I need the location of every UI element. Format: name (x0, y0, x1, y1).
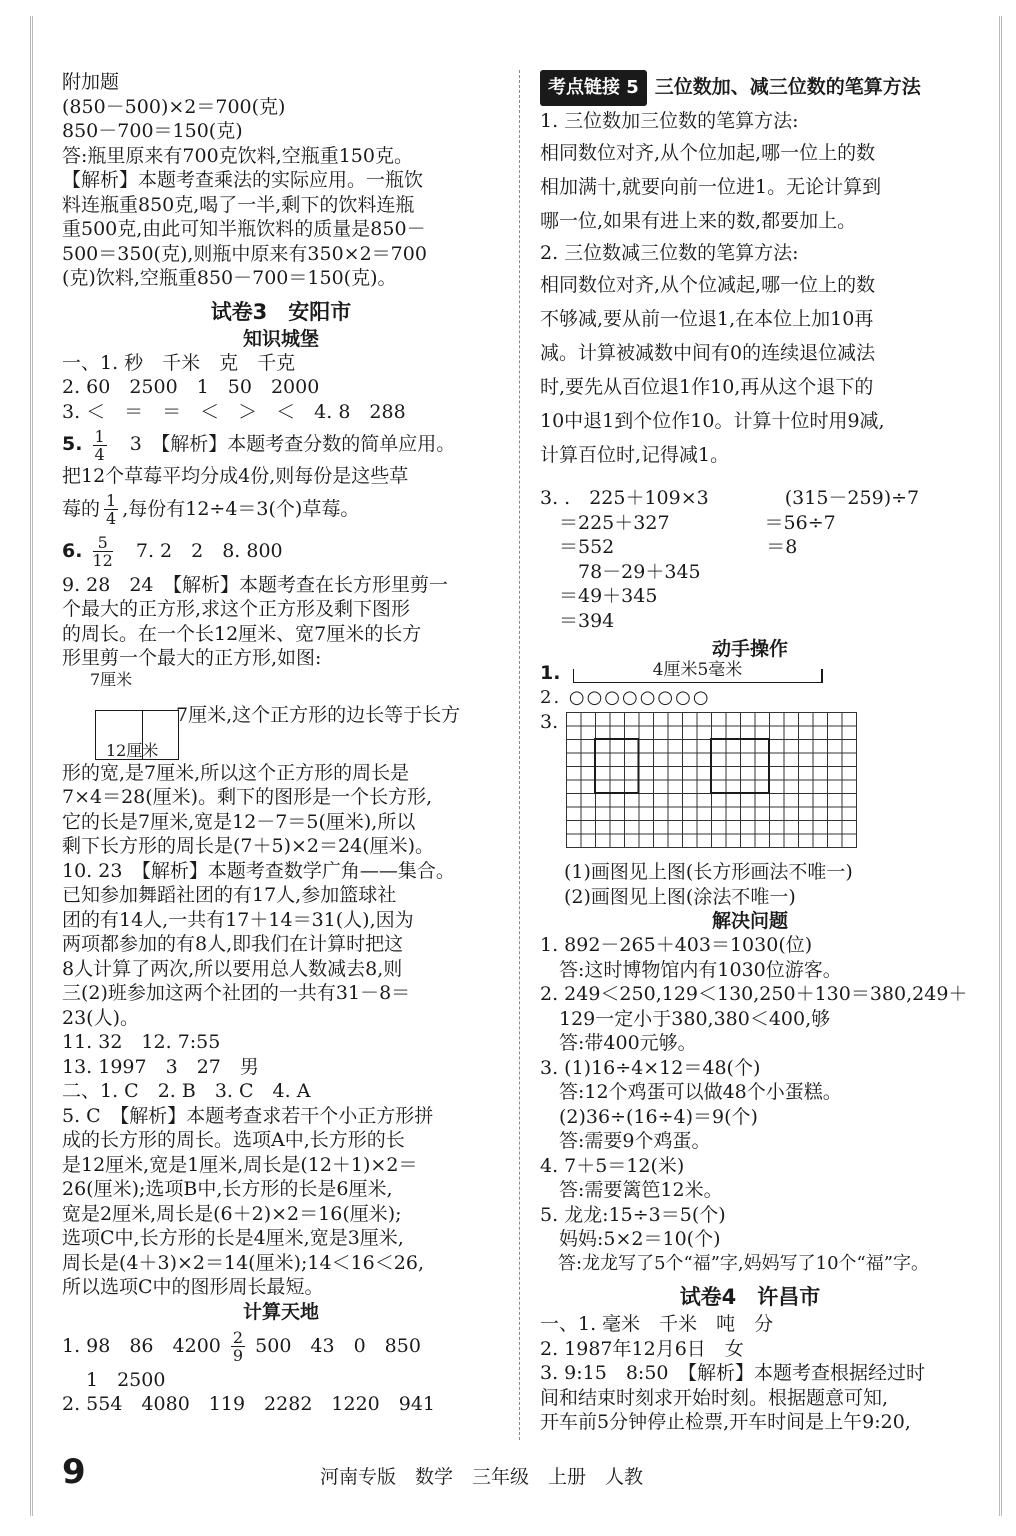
answer-line: 两项都参加的有8人,即我们在计算时把这 (62, 933, 404, 955)
answer-line: 宽是2厘米,周长是(6＋2)×2＝16(厘米); (62, 1202, 402, 1225)
answer-line: 间和结束时刻求开始时刻。根据题意可知, (540, 1386, 889, 1409)
answer-line: 形的宽,是7厘米,所以这个正方形的周长是 (62, 761, 410, 784)
numerator: 2 (232, 1328, 244, 1347)
method-line: 减。计算被减数中间有0的连续退位减法 (540, 342, 876, 364)
appendix-line: 850－700＝150(克) (62, 120, 243, 142)
method-line: 1. 三位数加三位数的笔算方法: (540, 110, 799, 132)
fraction (93, 428, 107, 463)
answer-line: 1 2500 (86, 1368, 166, 1391)
section-heading: 计算天地 (242, 1300, 319, 1323)
answer-line: 10. 23 【解析】本题考查数学广角——集合。 (62, 859, 455, 882)
numerator: 5 (93, 534, 113, 552)
denominator: 9 (232, 1346, 244, 1365)
solve-line: 129一定小于380,380＜400,够 (540, 1007, 831, 1030)
answer-line: 团的有14人,一共有17＋14＝31(人),因为 (62, 908, 414, 931)
note-line: (1)画图见上图(长方形画法不唯一) (564, 861, 853, 883)
answer-line: 23(人)。 (62, 1006, 140, 1029)
section-heading: 知识城堡 (242, 327, 319, 350)
answer-line: 个最大的正方形,求这个正方形及剩下图形 (62, 598, 411, 620)
answer-line: 开车前5分钟停止检票,开车时间是上午9:20, (540, 1411, 911, 1433)
appendix-line: 料连瓶重850克,喝了一半,剩下的饮料连瓶 (62, 193, 415, 216)
appendix-line: 重500克,由此可知半瓶饮料的质量是850－ (62, 218, 426, 240)
solve-line: 答:这时博物馆内有1030位游客。 (540, 958, 842, 981)
footer-text: 河南专版 数学 三年级 上册 人教 (320, 1466, 644, 1488)
grid-drawing (566, 712, 857, 848)
page-number: 9 (62, 1452, 86, 1492)
link-badge: 考点链接 5 (540, 70, 647, 106)
numerator: 1 (94, 426, 105, 446)
figure-side-text: 7厘米,这个正方形的边长等于长方 (176, 703, 461, 726)
method-line: 2. 三位数减三位数的笔算方法: (540, 242, 799, 264)
answer-line: 26(厘米);选项B中,长方形的长是6厘米, (62, 1178, 393, 1200)
answer-text: 1. 98 86 4200 (62, 1334, 221, 1357)
method-line: 相加满十,就要向前一位进1。无论计算到 (540, 176, 882, 198)
question-number: 1. (540, 662, 561, 684)
answer-line: 11. 32 12. 7:55 (62, 1031, 221, 1053)
answer-line: 选项C中,长方形的长是4厘米,宽是3厘米, (62, 1227, 404, 1249)
appendix-title: 附加题 (62, 71, 120, 93)
answer-line: 3. 9:15 8:50 【解析】本题考查根据经过时 (540, 1362, 926, 1384)
fraction (231, 1329, 245, 1364)
ruler-line (540, 661, 960, 686)
appendix-line: (850－500)×2＝700(克) (62, 95, 286, 118)
answer-line: 三(2)班参加这两个社团的一共有31－8＝ (62, 982, 411, 1004)
method-line: 不够减,要从前一位退1,在本位上加10再 (540, 308, 874, 330)
answer-line: 一、1. 毫米 千米 吨 分 (540, 1313, 774, 1335)
calc-line: ＝49＋345 (540, 585, 658, 607)
solve-line: 3. (1)16÷4×12＝48(个) (540, 1056, 761, 1079)
answer-line: 剩下长方形的周长是(7＋5)×2＝24(厘米)。 (62, 835, 435, 857)
solve-line: 妈妈:5×2＝10(个) (540, 1228, 721, 1250)
answer-line: 二、1. C 2. B 3. C 4. A (62, 1080, 311, 1102)
link-header (540, 70, 960, 106)
method-line: 计算百位时,记得减1。 (540, 444, 730, 466)
denominator: 12 (92, 551, 113, 570)
answer-line: 形里剪一个最大的正方形,如图: (62, 647, 322, 669)
answer-text: 500 43 0 850 (255, 1334, 421, 1357)
method-line: 相同数位对齐,从个位减起,哪一位上的数 (540, 274, 876, 296)
fraction (93, 534, 113, 569)
calc-line: ＝552 ＝8 (540, 536, 798, 558)
solve-line: 答:12个鸡蛋可以做48个小蛋糕。 (540, 1081, 842, 1103)
solve-line: 答:需要9个鸡蛋。 (540, 1130, 711, 1152)
answer-line: 已知参加舞蹈社团的有17人,参加篮球社 (62, 884, 397, 906)
answer-line: 9. 28 24 【解析】本题考查在长方形里剪一 (62, 573, 449, 596)
column-divider (519, 70, 520, 1440)
section-heading: 解决问题 (711, 910, 788, 932)
paper-title: 试卷3 安阳市 (210, 299, 352, 324)
paper-title: 试卷4 许昌市 (679, 1285, 821, 1309)
drawn-rectangle (595, 739, 639, 793)
figure-label-bottom: 12厘米 (106, 740, 159, 760)
calc-line: 3. . 225＋109×3 (315－259)÷7 (540, 487, 920, 509)
method-line: 10中退1到个位作10。计算十位时用9减, (540, 410, 885, 432)
answer-line (62, 424, 500, 464)
answer-line: 5. C 【解析】本题考查求若干个小正方形拼 (62, 1104, 434, 1127)
drawn-square (711, 739, 769, 793)
method-line: 相同数位对齐,从个位加起,哪一位上的数 (540, 142, 876, 164)
answer-line: 2. 554 4080 119 2282 1220 941 (62, 1393, 436, 1415)
answer-line: 一、1. 秒 千米 克 千克 (62, 351, 296, 374)
note-line: (2)画图见上图(涂法不唯一) (564, 885, 796, 908)
solve-line: 2. 249＜250,129＜130,250＋130＝380,249＋ (540, 983, 968, 1005)
ruler-label: 4厘米5毫米 (652, 659, 743, 680)
answer-line (62, 1324, 500, 1368)
appendix-line: 【解析】本题考查乘法的实际应用。一瓶饮 (62, 169, 424, 191)
ruler-segment (573, 659, 823, 683)
answer-text: 7. 2 2 8. 800 (116, 539, 283, 562)
solve-line: (2)36÷(16÷4)＝9(个) (540, 1105, 758, 1128)
answer-line: 它的长是7厘米,宽是12－7＝5(厘米),所以 (62, 810, 416, 833)
answer-line: 3. ＜ ＝ ＝ ＜ ＞ ＜ 4. 8 288 (62, 400, 406, 423)
appendix-line: 500＝350(克),则瓶中原来有350×2＝700 (62, 242, 427, 265)
solve-line: 1. 892－265＋403＝1030(位) (540, 934, 813, 956)
grid-shapes (566, 712, 856, 847)
answer-line: 8人计算了两次,所以要用总人数减去8,则 (62, 957, 403, 980)
denominator: 4 (94, 444, 105, 464)
solve-line: 5. 龙龙:15÷3＝5(个) (540, 1203, 726, 1226)
answer-text: ,每份有12÷4＝3(个)草莓。 (122, 497, 360, 520)
method-line: 时,要先从百位退1作10,再从这个退下的 (540, 376, 874, 398)
answer-line: 7×4＝28(厘米)。剩下的图形是一个长方形, (62, 786, 433, 808)
appendix-line: (克)饮料,空瓶重850－700＝150(克)。 (62, 267, 397, 289)
numerator: 1 (106, 491, 117, 510)
figure-label-top: 7厘米 (90, 669, 133, 689)
answer-line: 把12个草莓平均分成4份,则每份是这些草 (62, 465, 409, 487)
answer-text: 3 【解析】本题考查分数的简单应用。 (110, 433, 456, 455)
solve-line: 答:需要篱笆12米。 (540, 1179, 723, 1201)
calc-line: 78－29＋345 (540, 560, 701, 583)
solve-line: 答:带400元够。 (540, 1032, 697, 1054)
section-heading: 动手操作 (711, 638, 788, 660)
method-line: 哪一位,如果有进上来的数,都要加上。 (540, 210, 857, 232)
answer-line: 13. 1997 3 27 男 (62, 1055, 259, 1078)
answer-line (62, 489, 500, 529)
answer-line: 是12厘米,宽是1厘米,周长是(12＋1)×2＝ (62, 1153, 418, 1176)
question-number: 5. (62, 433, 83, 455)
denominator: 4 (106, 509, 117, 528)
answer-line: 成的长方形的周长。选项A中,长方形的长 (62, 1129, 405, 1151)
circles-line: 2. ○○○○○○○○ (540, 686, 711, 708)
solve-line: 4. 7＋5＝12(米) (540, 1154, 685, 1177)
answer-text: 莓的 (62, 497, 101, 520)
solve-line: 答:龙龙写了5个“福”字,妈妈写了10个“福”字。 (540, 1252, 929, 1274)
answer-line: 周长是(4＋3)×2＝14(厘米);14＜16＜26, (62, 1251, 424, 1274)
answer-line (62, 529, 500, 573)
answer-line: 所以选项C中的图形周长最短。 (62, 1276, 324, 1298)
calc-line: ＝225＋327 ＝56÷7 (540, 511, 836, 534)
fraction (104, 492, 118, 527)
question-number: 6. (62, 539, 83, 562)
answer-line: 2. 60 2500 1 50 2000 (62, 376, 320, 398)
rectangle-figure (95, 710, 179, 760)
answer-line: 的周长。在一个长12厘米、宽7厘米的长方 (62, 622, 422, 645)
link-title: 三位数加、减三位数的笔算方法 (654, 76, 921, 98)
answer-line: 2. 1987年12月6日 女 (540, 1337, 744, 1360)
grid-question: 3. (540, 711, 559, 733)
appendix-line: 答:瓶里原来有700克饮料,空瓶重150克。 (62, 144, 413, 167)
calc-line: ＝394 (540, 609, 615, 632)
